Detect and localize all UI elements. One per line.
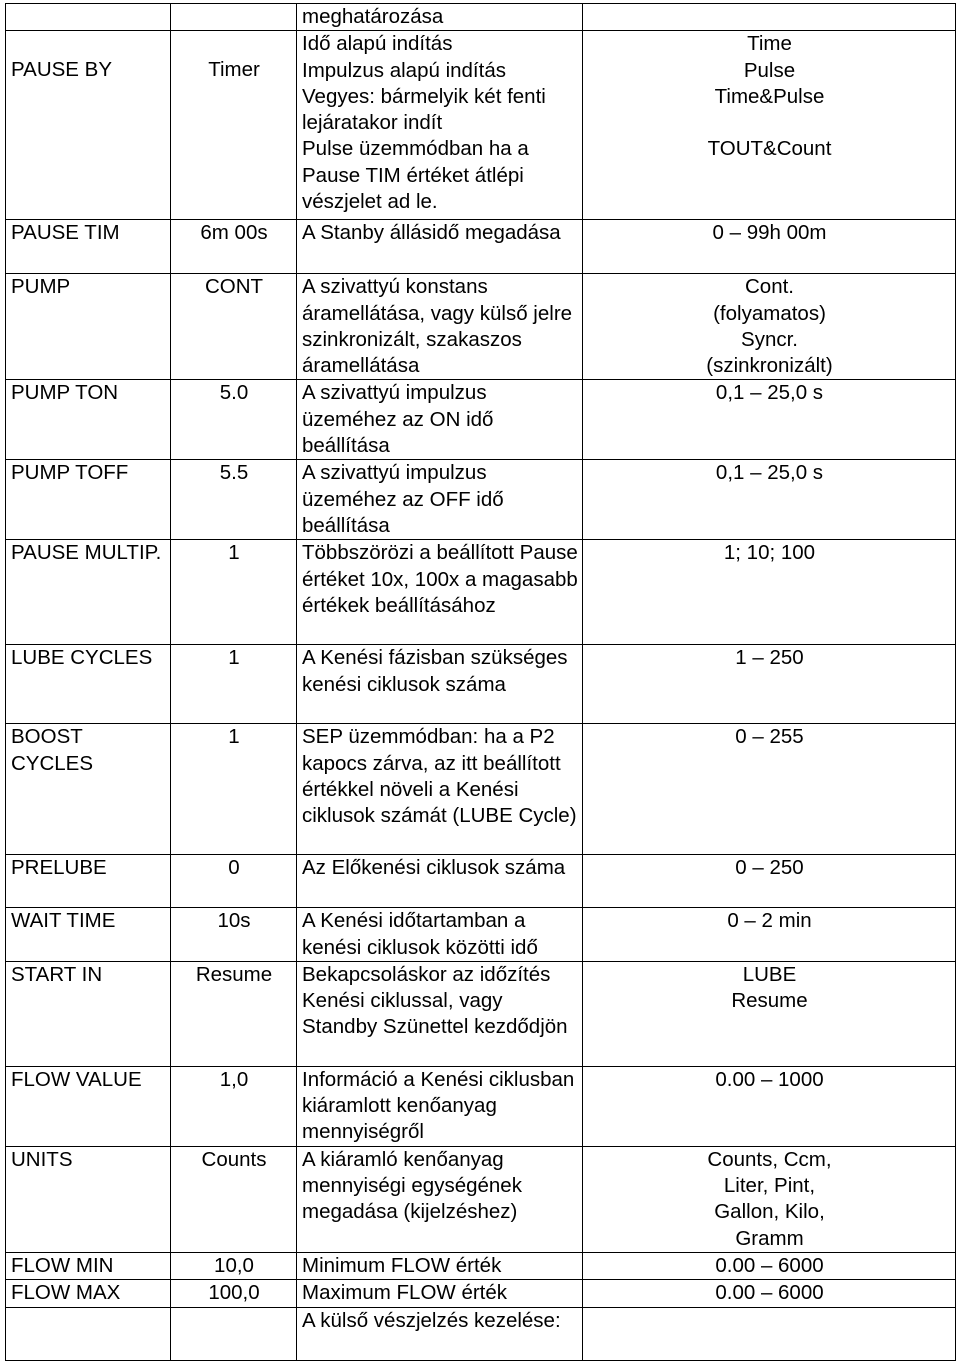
param-description: Minimum FLOW érték (297, 1253, 583, 1280)
param-default: 0 (171, 855, 297, 908)
param-description: A Kenési időtartamban a kenési ciklusok közötti idő (297, 908, 583, 962)
table-row (6, 31, 956, 220)
param-name (6, 4, 171, 31)
table-row (6, 1253, 956, 1280)
param-description: Az Előkenési ciklusok száma (297, 855, 583, 908)
param-description: A kiáramló kenőanyag mennyiségi egységének megadása (kijelzéshez) (297, 1146, 583, 1252)
param-range: 0,1 – 25,0 s (583, 460, 956, 540)
table-row (6, 1146, 956, 1252)
param-description: A szivattyú impulzus üzeméhez az ON idő beállítása (297, 380, 583, 460)
param-description: meghatározása (297, 4, 583, 31)
param-description: Többszörözi a beállított Pause értéket 10x, 100x a magasabb értékek beállításához (297, 540, 583, 645)
param-range: 0.00 – 6000 (583, 1253, 956, 1280)
param-default: 5.5 (171, 460, 297, 540)
table-row (6, 220, 956, 274)
table-row (6, 4, 956, 31)
param-description: Maximum FLOW érték (297, 1280, 583, 1307)
param-range: 0.00 – 1000 (583, 1066, 956, 1146)
param-default: CONT (171, 274, 297, 380)
param-default: 10s (171, 908, 297, 962)
param-range: Time Pulse Time&Pulse TOUT&Count (583, 31, 956, 220)
table-row (6, 1307, 956, 1360)
param-default (171, 1307, 297, 1360)
param-description: Információ a Kenési ciklusban kiáramlott kenőanyag mennyiségről (297, 1066, 583, 1146)
param-name (6, 1307, 171, 1360)
param-default: Counts (171, 1146, 297, 1252)
parameter-table (5, 3, 956, 1361)
param-name: FLOW MIN (6, 1253, 171, 1280)
param-name: FLOW VALUE (6, 1066, 171, 1146)
param-name: FLOW MAX (6, 1280, 171, 1307)
param-range (583, 4, 956, 31)
table-row (6, 1280, 956, 1307)
param-description: A Kenési fázisban szükséges kenési ciklusok száma (297, 645, 583, 724)
param-name: PUMP TOFF (6, 460, 171, 540)
param-range: 0 – 99h 00m (583, 220, 956, 274)
table-row (6, 908, 956, 962)
param-default: 100,0 (171, 1280, 297, 1307)
param-description: A Stanby állásidő megadása (297, 220, 583, 274)
param-description: Bekapcsoláskor az időzítés Kenési ciklussal, vagy Standby Szünettel kezdődjön (297, 961, 583, 1066)
param-default: 1 (171, 724, 297, 855)
param-range: 0 – 250 (583, 855, 956, 908)
param-description: Idő alapú indítás Impulzus alapú indítás Vegyes: bármelyik két fenti lejáratakor indít Pulse üzemmódban ha a Pause TIM értéket átlépi vészjelet ad le. (297, 31, 583, 220)
param-range: 0,1 – 25,0 s (583, 380, 956, 460)
param-range: 0.00 – 6000 (583, 1280, 956, 1307)
param-range: LUBE Resume (583, 961, 956, 1066)
param-name: PRELUBE (6, 855, 171, 908)
param-name: PUMP (6, 274, 171, 380)
param-default: 5.0 (171, 380, 297, 460)
param-description: A szivattyú konstans áramellátása, vagy külső jelre szinkronizált, szakaszos áramellátása (297, 274, 583, 380)
param-range: 1 – 250 (583, 645, 956, 724)
param-name: WAIT TIME (6, 908, 171, 962)
param-range (583, 1307, 956, 1360)
table-row (6, 540, 956, 645)
table-row (6, 724, 956, 855)
param-name: LUBE CYCLES (6, 645, 171, 724)
param-range: Cont. (folyamatos) Syncr. (szinkronizált) (583, 274, 956, 380)
param-name: UNITS (6, 1146, 171, 1252)
param-default: Timer (171, 31, 297, 220)
param-default: 6m 00s (171, 220, 297, 274)
param-description: SEP üzemmódban: ha a P2 kapocs zárva, az itt beállított értékkel növeli a Kenési ciklusok számát (LUBE Cycle) (297, 724, 583, 855)
param-name: START IN (6, 961, 171, 1066)
param-range: 0 – 2 min (583, 908, 956, 962)
table-row (6, 855, 956, 908)
table-row (6, 645, 956, 724)
table-row (6, 1066, 956, 1146)
param-range: 1; 10; 100 (583, 540, 956, 645)
param-name: PUMP TON (6, 380, 171, 460)
param-name: PAUSE TIM (6, 220, 171, 274)
param-default: 1 (171, 540, 297, 645)
param-default: 1 (171, 645, 297, 724)
table-row (6, 380, 956, 460)
table-row (6, 460, 956, 540)
param-name: PAUSE BY (6, 31, 171, 220)
param-default: Resume (171, 961, 297, 1066)
param-range: Counts, Ccm, Liter, Pint, Gallon, Kilo, Gramm (583, 1146, 956, 1252)
param-name: PAUSE MULTIP. (6, 540, 171, 645)
table-row (6, 961, 956, 1066)
param-default: 10,0 (171, 1253, 297, 1280)
param-description: A külső vészjelzés kezelése: (297, 1307, 583, 1360)
param-default (171, 4, 297, 31)
param-name: BOOST CYCLES (6, 724, 171, 855)
param-range: 0 – 255 (583, 724, 956, 855)
table-row (6, 274, 956, 380)
param-description: A szivattyú impulzus üzeméhez az OFF idő beállítása (297, 460, 583, 540)
param-default: 1,0 (171, 1066, 297, 1146)
